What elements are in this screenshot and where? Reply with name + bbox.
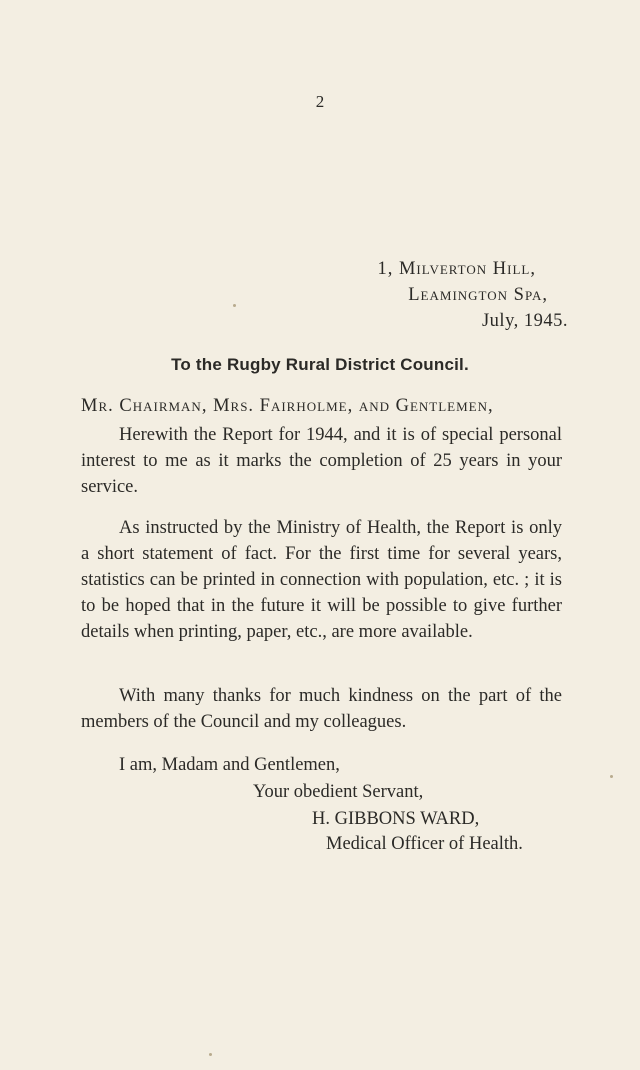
signature-name: H. GIBBONS WARD,	[312, 809, 480, 829]
closing-servant: Your obedient Servant,	[253, 782, 424, 802]
signature-title: Medical Officer of Health.	[326, 834, 523, 854]
letter-date: July, 1945.	[481, 311, 568, 331]
paragraph-3: With many thanks for much kindness on the part of the members of the Council and my colleagues.	[81, 686, 562, 732]
address-line-1: 1, Milverton Hill,	[377, 259, 536, 279]
paper-speck	[610, 775, 613, 778]
page-number: 2	[315, 92, 325, 111]
paper-speck	[209, 1053, 212, 1056]
paper-speck	[233, 304, 236, 307]
paragraph-1: Herewith the Report for 1944, and it is of special personal interest to me as it marks the completion of 25 years in your service.	[81, 425, 562, 497]
address-line-2: Leamington Spa,	[408, 285, 548, 305]
salutation: Mr. Chairman, Mrs. Fairholme, and Gentlemen,	[81, 396, 494, 416]
letter-heading: To the Rugby Rural District Council.	[171, 355, 469, 374]
closing-line: I am, Madam and Gentlemen,	[119, 755, 340, 775]
paragraph-2: As instructed by the Ministry of Health, the Report is only a short statement of fact. For the first time for several years, statistics can be printed in connection with population, etc. ; it is to be hoped that in the future it will be possible to give further details when printing, paper, etc., are more available.	[81, 518, 562, 642]
